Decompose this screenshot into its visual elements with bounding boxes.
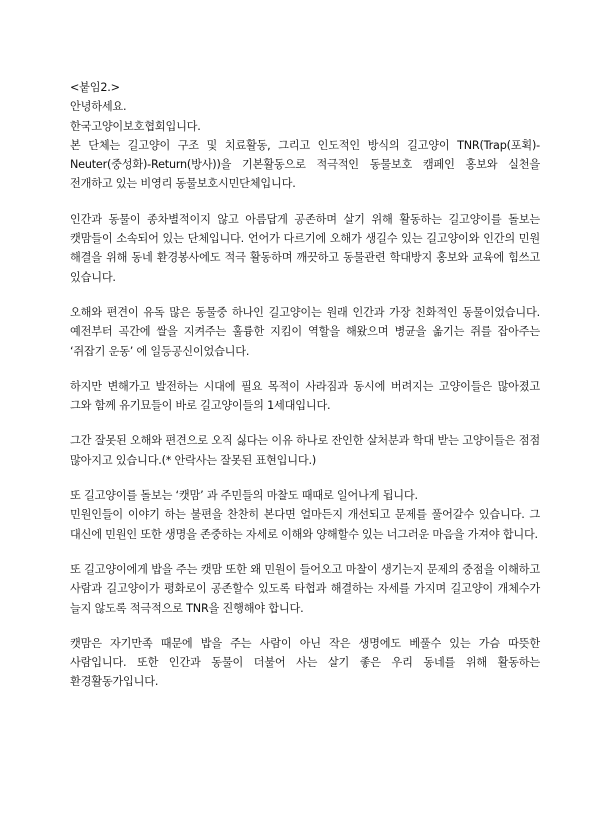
paragraph-abandonment: 하지만 변해가고 발전하는 시대에 필요 목적이 사라짐과 동시에 버려지는 고양이들은 많아졌고 그와 함께 유기묘들이 바로 길고양이들의 1세대입니다. bbox=[70, 379, 540, 413]
paragraph-catmom-definition: 캣맘은 자기만족 때문에 밥을 주는 사람이 아닌 작은 생명에도 베풀수 있는 가슴 따뜻한 사람입니다. 또한 인간과 동물이 더불어 사는 살기 좋은 우리 동네를 위해 활동하는 환경활동가입니다. bbox=[70, 636, 540, 689]
conflict-line-1: 또 길고양이를 돌보는 ‘캣맘’ 과 주민들의 마찰도 때때로 일어나게 됩니다. bbox=[70, 489, 418, 503]
org-intro: 한국고양이보호협회입니다. bbox=[70, 119, 201, 133]
paragraph-catmom-role: 또 길고양이에게 밥을 주는 캣맘 또한 왜 민원이 들어오고 마찰이 생기는지 문제의 중점을 이해하고 사람과 길고양이가 평화로이 공존할수 있도록 타협과 해결하는 자세를 가지며 길고양이 개체수가 늘지 않도록 적극적으로 TNR을 진행해야 합니다. bbox=[70, 562, 540, 615]
paragraph-conflict bbox=[70, 486, 540, 544]
conflict-line-2: 민원인들이 이야기 하는 불편을 찬찬히 본다면 얼마든지 개선되고 문제를 풀어갈수 있습니다. 그 대신에 민원인 또한 생명을 존중하는 자세로 이해와 양해할수 있는 너그러운 마음을 가져야 합니다. bbox=[70, 508, 540, 541]
attachment-label: <붙임2.> bbox=[70, 81, 120, 94]
document-body bbox=[70, 78, 540, 692]
paragraph-org-description: 본 단체는 길고양이 구조 및 치료활동, 그리고 인도적인 방식의 길고양이 TNR(Trap(포획)-Neuter(중성화)-Return(방사))을 기본활동으로 적극적인 동물보호 캠페인 홍보와 실천을 전개하고 있는 비영리 동물보호시민단체입니다. bbox=[70, 138, 540, 191]
greeting: 안녕하세요. bbox=[70, 100, 127, 114]
paragraph-coexistence: 인간과 동물이 종차별적이지 않고 아름답게 공존하며 살기 위해 활동하는 길고양이를 돌보는 캣맘들이 소속되어 있는 단체입니다. 언어가 다르기에 오해가 생길수 있는 길고양이와 인간의 민원 해결을 위해 동네 환경봉사에도 적극 활동하며 깨끗하고 동물관련 학대방지 홍보와 교육에 힘쓰고 있습니다. bbox=[70, 212, 540, 284]
paragraph-misunderstanding: 그간 잘못된 오해와 편견으로 오직 싫다는 이유 하나로 잔인한 살처분과 학대 받는 고양이들은 점점 많아지고 있습니다.(* 안락사는 잘못된 표현입니다.) bbox=[70, 434, 540, 467]
paragraph-history: 오해와 편견이 유독 많은 동물중 하나인 길고양이는 원래 인간과 가장 친화적인 동물이었습니다. 예전부터 곡간에 쌀을 지켜주는 훌륭한 지킴이 역할을 해왔으며 병균을 옮기는 쥐를 잡아주는 ‘쥐잡기 운동’ 에 일등공신이었습니다. bbox=[70, 305, 540, 358]
